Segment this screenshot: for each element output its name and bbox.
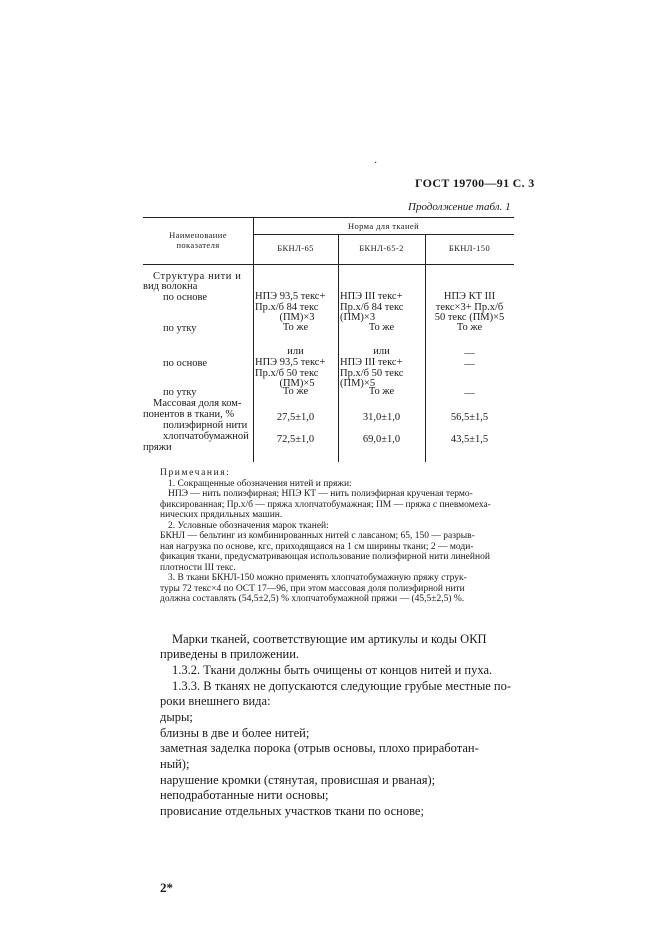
label-by-warp: по основе	[163, 292, 208, 303]
c1-cotton: 72,5±1,0	[276, 434, 315, 445]
header-col-2: БКНЛ-65-2	[359, 243, 404, 253]
note-line: БКНЛ — бельтинг из комбинированных нитей с лавсаном; 65, 150 — разрыв-	[160, 531, 475, 541]
c2-or: или	[373, 346, 390, 357]
label-fiber: вид волокна	[143, 281, 198, 292]
note-line: нических прядильных машин.	[160, 510, 283, 520]
c1-weft: То же	[282, 322, 309, 333]
page-mark: 2*	[160, 880, 173, 895]
note-line: НПЭ — нить полиэфирная; НПЭ КТ — нить полиэфирная крученая термо-	[168, 489, 473, 499]
body-line: роки внешнего вида:	[160, 694, 271, 708]
body-line: 1.3.2. Ткани должны быть очищены от концов нитей и пуха.	[172, 663, 493, 677]
header-col-3: БКНЛ-150	[448, 243, 491, 253]
c1-poly: 27,5±1,0	[276, 412, 315, 423]
c3-warp: НПЭ КТ III текс×3+ Пр.х/б 50 текс (ПМ)×5	[434, 291, 505, 323]
c1-or: или	[287, 346, 304, 357]
header-group: Норма для тканей	[347, 221, 420, 231]
c3-dash-2: —	[464, 359, 475, 370]
header-col-1: БКНЛ-65	[277, 243, 314, 253]
c3-weft: То же	[456, 322, 483, 333]
body-line: ный);	[160, 757, 190, 771]
label-mass-2: понентов в ткани, %	[143, 409, 235, 420]
c2-warp-2: НПЭ III текс+ Пр.х/б 50 текс (ПМ)×5	[340, 357, 404, 389]
label-mass-5: пряжи	[143, 442, 172, 453]
notes-block	[160, 468, 516, 605]
c1-warp-2: НПЭ 93,5 текс+ Пр.х/б 50 текс (ПМ)×5	[255, 357, 326, 389]
note-line: 1. Сокращенные обозначения нитей и пряжи:	[168, 478, 352, 489]
c2-cotton: 69,0±1,0	[362, 434, 401, 445]
note-line: должна составлять (54,5±2,5) % хлопчатобумажной пряжи — (45,5±2,5) %.	[160, 594, 465, 604]
body-line: нарушение кромки (стянутая, провисшая и рваная);	[160, 773, 436, 787]
header-name-col: Наименование показателя	[169, 230, 227, 250]
document-header: ГОСТ 19700—91 С. 3	[415, 176, 535, 190]
body-line: Марки тканей, соответствующие им артикулы и коды ОКП	[172, 632, 487, 646]
specs-table	[143, 217, 514, 462]
body-line: дыры;	[160, 710, 193, 724]
notes-title: Примечания:	[160, 468, 231, 478]
c1-weft-2: То же	[282, 386, 309, 397]
c3-cotton: 43,5±1,5	[450, 434, 489, 445]
c2-poly: 31,0±1,0	[362, 412, 401, 423]
col-divider-3	[425, 234, 426, 462]
label-by-weft: по утку	[163, 323, 197, 334]
speck: ·	[374, 158, 378, 169]
note-line: плотности III текс.	[160, 562, 236, 573]
table-continuation-label: Продолжение табл. 1	[408, 201, 511, 213]
note-line: фикация ткани, предусматривающая использование полиэфирной нити линейной	[160, 552, 490, 562]
note-line: 2. Условные обозначения марок тканей:	[168, 520, 329, 531]
label-by-weft-2: по утку	[163, 387, 197, 398]
table-top-rule	[143, 217, 514, 218]
note-line: фиксированная; Пр.х/б — пряжа хлопчатобумажная; ПМ — пряжа с пневмомеха-	[160, 499, 491, 510]
c1-warp: НПЭ 93,5 текс+ Пр.х/б 84 текс (ПМ)×3	[255, 291, 326, 323]
body-line: провисание отдельных участков ткани по основе;	[160, 804, 424, 818]
body-line: заметная заделка порока (отрыв основы, плохо приработан-	[160, 741, 479, 755]
label-mass-3: полиэфирной нити	[163, 420, 248, 431]
c2-warp: НПЭ III текс+ Пр.х/б 84 текс (ПМ)×3	[340, 291, 404, 323]
c3-poly: 56,5±1,5	[450, 412, 489, 423]
c2-weft-2: То же	[368, 386, 395, 397]
col-divider-1	[253, 217, 254, 462]
note-line: ная нагрузка по основе, кгс, приходящаяся на 1 см ширины ткани; 2 — моди-	[160, 541, 474, 552]
c2-weft: То же	[368, 322, 395, 333]
c3-dash-3: —	[464, 388, 475, 399]
body-line: близны в две и более нитей;	[160, 726, 310, 740]
body-line: приведены в приложении.	[160, 647, 300, 661]
label-structure: Структура нити и	[153, 271, 242, 282]
note-line: 3. В ткани БКНЛ-150 можно применять хлопчатобумажную пряжу струк-	[168, 573, 467, 583]
c3-dash-1: —	[464, 348, 475, 359]
label-mass-1: Массовая доля ком-	[153, 398, 242, 409]
group-header-rule	[253, 234, 514, 235]
header-bottom-rule	[143, 264, 514, 265]
note-line: туры 72 текс×4 по ОСТ 17—96, при этом массовая доля полиэфирной нити	[160, 583, 465, 594]
label-mass-4: хлопчатобумажной	[163, 431, 249, 442]
label-by-warp-2: по основе	[163, 358, 208, 369]
body-line: неподработанные нити основы;	[160, 788, 329, 802]
body-line: 1.3.3. В тканях не допускаются следующие грубые местные по-	[172, 679, 512, 693]
